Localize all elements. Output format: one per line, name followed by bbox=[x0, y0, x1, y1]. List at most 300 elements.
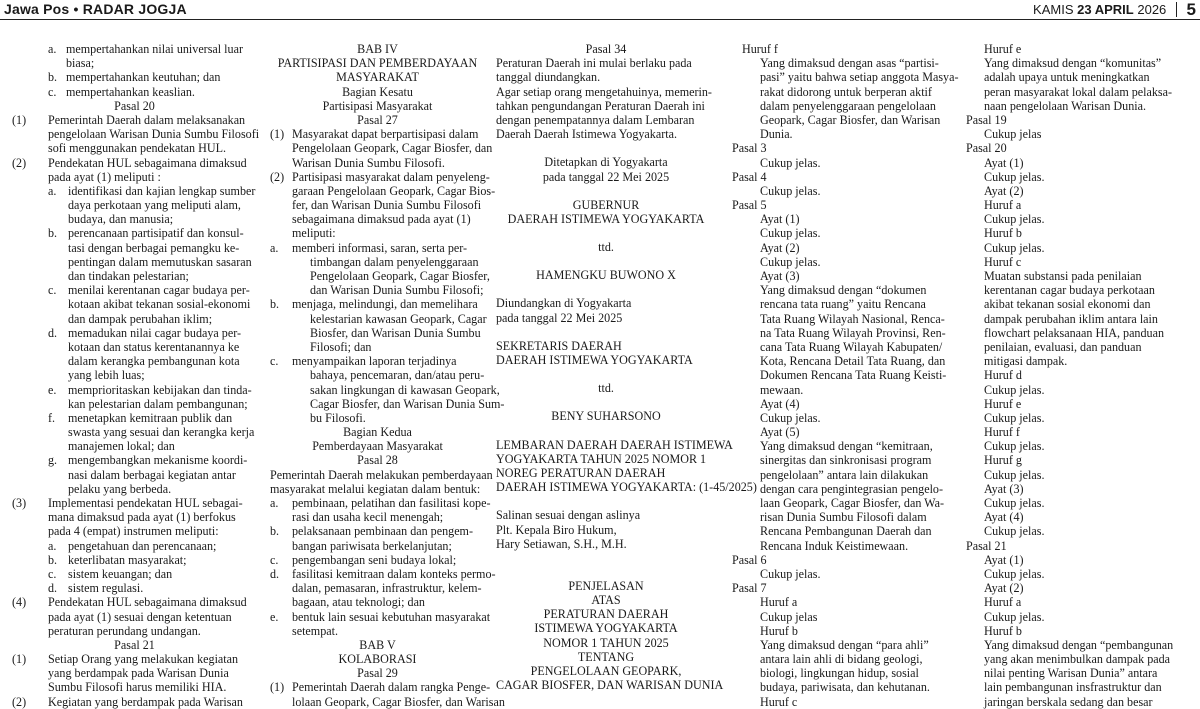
section-heading bbox=[270, 85, 485, 99]
line-text: dampak perubahan iklim antara lain bbox=[984, 311, 1158, 326]
text-line bbox=[966, 283, 1190, 297]
spacer bbox=[496, 395, 716, 409]
publication-name: Jawa Pos • RADAR JOGJA bbox=[4, 1, 187, 17]
text-line bbox=[270, 269, 490, 283]
spacer bbox=[496, 565, 716, 579]
text-line bbox=[732, 383, 954, 397]
text-line bbox=[966, 680, 1190, 694]
text-line bbox=[732, 680, 954, 694]
line-text: Cukup jelas. bbox=[984, 609, 1045, 624]
text-line bbox=[732, 297, 954, 311]
line-text: Huruf e bbox=[984, 396, 1022, 411]
text-line bbox=[12, 113, 257, 127]
text-line bbox=[270, 680, 491, 695]
line-text: Pemerintah Daerah dalam melaksanakan bbox=[48, 112, 246, 127]
line-text: meliputi: bbox=[292, 226, 336, 241]
line-text: fer, dan Warisan Dunia Sumbu Filosofi bbox=[292, 198, 482, 213]
section-heading bbox=[496, 240, 716, 254]
text-line bbox=[732, 439, 954, 453]
line-text: ttd. bbox=[598, 381, 614, 396]
list-marker: b. bbox=[270, 297, 280, 312]
list-marker: g. bbox=[48, 453, 58, 468]
text-line bbox=[270, 524, 485, 538]
text-line bbox=[966, 368, 1190, 382]
text-line bbox=[12, 624, 257, 638]
text-line bbox=[12, 127, 260, 142]
line-text: Ayat (1) bbox=[984, 155, 1024, 170]
text-line bbox=[270, 141, 493, 156]
line-text: timbangan dalam penyelenggaraan bbox=[310, 254, 479, 269]
line-text: sistem keuangan; dan bbox=[68, 566, 173, 581]
text-line bbox=[966, 312, 1190, 326]
line-text: Pendekatan HUL sebagaimana dimaksud bbox=[48, 595, 247, 610]
text-line bbox=[496, 523, 716, 537]
section-heading bbox=[270, 56, 485, 70]
text-line bbox=[732, 652, 954, 666]
list-marker: c. bbox=[270, 354, 279, 369]
text-line bbox=[732, 368, 954, 382]
section-heading bbox=[270, 99, 485, 113]
line-text: Ayat (1) bbox=[984, 552, 1024, 567]
text-line bbox=[732, 70, 959, 85]
text-line bbox=[496, 70, 716, 84]
line-text: Filosofi; dan bbox=[310, 339, 372, 354]
line-text: Huruf e bbox=[984, 42, 1022, 56]
section-heading bbox=[496, 409, 716, 423]
line-text: sebagaimana dimaksud pada ayat (1) bbox=[292, 212, 471, 227]
list-marker: (2) bbox=[12, 155, 27, 170]
text-line bbox=[270, 467, 493, 482]
line-text: Huruf c bbox=[760, 694, 798, 709]
line-text: Cukup jelas. bbox=[984, 212, 1045, 227]
text-line bbox=[732, 141, 954, 155]
list-marker: c. bbox=[48, 84, 57, 99]
line-text: Pengelolaan Geopark, Cagar Biosfer, bbox=[310, 269, 490, 283]
section-heading bbox=[270, 425, 485, 439]
line-text: budaya, pariwisata, dan kehutanan. bbox=[760, 680, 930, 695]
line-text: Yang dimaksud dengan “para ahli” bbox=[760, 637, 929, 652]
page-number: 5 bbox=[1186, 0, 1196, 19]
spacer bbox=[496, 184, 716, 198]
text-line bbox=[12, 70, 257, 84]
line-text: perencanaan partisipatif dan konsul- bbox=[68, 226, 244, 241]
text-column-2 bbox=[270, 42, 505, 709]
line-text: jaringan berskala sedang dan besar bbox=[984, 694, 1153, 709]
text-line bbox=[270, 694, 505, 709]
line-text: Diundangkan di Yogyakarta bbox=[496, 296, 632, 311]
line-text: Cukup jelas bbox=[984, 127, 1042, 142]
text-line bbox=[732, 695, 954, 709]
line-text: Pasal 6 bbox=[732, 552, 767, 567]
list-marker: (3) bbox=[12, 496, 27, 510]
line-text: Ayat (2) bbox=[984, 581, 1024, 596]
text-line bbox=[12, 567, 257, 581]
line-text: Pemerintah Daerah dalam rangka Penge- bbox=[292, 680, 491, 695]
line-text: Salinan sesuai dengan aslinya bbox=[496, 508, 641, 523]
text-line bbox=[12, 539, 257, 553]
line-text: biologi, lingkungan hidup, sosial bbox=[760, 666, 919, 681]
line-text: DAERAH ISTIMEWA YOGYAKARTA bbox=[496, 353, 693, 367]
line-text: pengembangan seni budaya lokal; bbox=[292, 552, 457, 567]
line-text: PARTISIPASI DAN PEMBERDAYAAN bbox=[277, 56, 478, 71]
line-text: menyampaikan laporan terjadinya bbox=[292, 354, 457, 369]
line-text: mitigasi dampak. bbox=[984, 354, 1068, 369]
text-line bbox=[270, 624, 485, 638]
line-text: Cukup jelas. bbox=[984, 467, 1045, 482]
text-line bbox=[966, 482, 1190, 496]
section-heading bbox=[496, 381, 716, 395]
line-text: pengelolaan Warisan Dunia Sumbu Filosofi bbox=[48, 127, 260, 142]
line-text: keterlibatan masyarakat; bbox=[68, 552, 187, 567]
section-heading bbox=[496, 42, 716, 56]
line-text: lolaan Geopark, Cagar Biosfer, dan Warisan bbox=[292, 694, 505, 709]
text-line bbox=[732, 184, 954, 198]
line-text: Cukup jelas. bbox=[760, 183, 821, 198]
section-heading bbox=[496, 155, 716, 169]
line-text: memprioritaskan kebijakan dan tinda- bbox=[68, 382, 252, 397]
list-marker: c. bbox=[270, 552, 279, 567]
text-line bbox=[966, 524, 1190, 538]
text-line bbox=[12, 524, 257, 538]
line-text: Ayat (5) bbox=[760, 425, 800, 440]
text-line bbox=[966, 652, 1190, 666]
text-line bbox=[270, 283, 485, 297]
line-text: Huruf b bbox=[760, 623, 798, 638]
text-line bbox=[12, 581, 257, 595]
line-text: rakat didorong untuk berperan aktif bbox=[760, 84, 932, 99]
list-marker: b. bbox=[270, 524, 280, 539]
line-text: pasi” yaitu bahwa setiap anggota Masya- bbox=[760, 70, 959, 85]
line-text: penilaian, evaluasi, dan panduan bbox=[984, 339, 1142, 354]
text-line bbox=[732, 411, 954, 425]
line-text: Kegiatan yang berdampak pada Warisan bbox=[48, 694, 243, 709]
line-text: Yang dimaksud dengan “kemitraan, bbox=[760, 439, 933, 454]
section-heading bbox=[496, 650, 716, 664]
list-marker: (4) bbox=[12, 595, 27, 610]
line-text: Rencana Induk Keistimewaan. bbox=[760, 538, 909, 553]
line-text: Huruf b bbox=[984, 226, 1022, 241]
text-line bbox=[270, 354, 485, 368]
line-text: Kota, Rencana Detail Tata Ruang, dan bbox=[760, 354, 946, 369]
line-text: dalan, pemasaran, infrastruktur, kelem- bbox=[292, 581, 482, 596]
text-line bbox=[732, 241, 954, 255]
line-text: mana dimaksud pada ayat (1) berfokus bbox=[48, 510, 236, 525]
text-line bbox=[966, 567, 1190, 581]
text-line bbox=[966, 595, 1190, 609]
section-heading bbox=[496, 593, 716, 607]
text-line bbox=[270, 326, 485, 340]
line-text: Ayat (3) bbox=[760, 269, 800, 283]
spacer bbox=[496, 367, 716, 381]
line-text: Huruf f bbox=[984, 425, 1020, 440]
section-heading bbox=[496, 198, 716, 212]
line-text: bu Filosofi. bbox=[310, 410, 366, 425]
line-text: Pasal 3 bbox=[732, 141, 767, 156]
text-line bbox=[270, 482, 485, 496]
line-text: Cukup jelas. bbox=[984, 496, 1045, 510]
list-marker: (1) bbox=[270, 680, 285, 695]
line-text: naan pengelolaan Warisan Dunia. bbox=[984, 98, 1147, 113]
section-heading bbox=[496, 636, 716, 650]
line-text: Pendekatan HUL sebagaimana dimaksud bbox=[48, 155, 247, 170]
line-text: Cukup jelas. bbox=[760, 226, 821, 241]
text-line bbox=[732, 99, 954, 113]
line-text: Warisan Dunia Sumbu Filosofi. bbox=[292, 155, 445, 170]
line-text: BAB V bbox=[359, 637, 396, 652]
line-text: TENTANG bbox=[577, 649, 635, 664]
text-line bbox=[270, 212, 485, 226]
list-marker: a. bbox=[270, 240, 279, 255]
text-line bbox=[12, 553, 257, 567]
section-heading bbox=[270, 638, 485, 652]
text-line bbox=[12, 610, 257, 624]
line-text: Yang dimaksud dengan “pembangunan bbox=[984, 637, 1174, 652]
masthead-divider bbox=[1176, 2, 1177, 17]
text-line bbox=[496, 339, 716, 353]
text-line bbox=[12, 397, 257, 411]
text-line bbox=[966, 42, 1190, 56]
line-text: DAERAH ISTIMEWA YOGYAKARTA: (1-45/2025) bbox=[496, 480, 757, 495]
line-text: PERATURAN DAERAH bbox=[543, 607, 669, 622]
list-marker: e. bbox=[270, 609, 279, 624]
line-text: mempertahankan nilai universal luar bbox=[66, 42, 243, 56]
line-text: Cukup jelas. bbox=[760, 155, 821, 170]
text-line bbox=[270, 396, 505, 411]
text-line bbox=[12, 340, 257, 354]
line-text: bagaan, atau teknologi; dan bbox=[292, 595, 425, 610]
line-text: SEKRETARIS DAERAH bbox=[496, 338, 622, 353]
text-line bbox=[12, 439, 257, 453]
line-text: pada tanggal 22 Mei 2025 bbox=[542, 169, 670, 184]
text-line bbox=[732, 610, 954, 624]
text-line bbox=[12, 680, 257, 694]
line-text: Ayat (2) bbox=[760, 240, 800, 255]
line-text: garaan Pengelolaan Geopark, Cagar Bios- bbox=[292, 183, 496, 198]
line-text: Daerah Daerah Istimewa Yogyakarta. bbox=[496, 127, 677, 142]
list-marker: d. bbox=[48, 581, 58, 596]
spacer bbox=[496, 254, 716, 268]
section-heading bbox=[270, 652, 485, 666]
text-line bbox=[732, 283, 954, 297]
text-line bbox=[270, 510, 485, 524]
list-marker: c. bbox=[48, 566, 57, 581]
text-line bbox=[12, 255, 257, 269]
line-text: Setiap Orang yang melakukan kegiatan bbox=[48, 652, 239, 667]
line-text: pentingan dalam memutuskan sasaran bbox=[68, 254, 252, 269]
line-text: Cukup jelas. bbox=[760, 254, 821, 269]
line-text: masyarakat melalui kegiatan dalam bentuk: bbox=[270, 481, 481, 496]
line-text: Huruf f bbox=[742, 42, 778, 56]
line-text: dan Warisan Dunia Sumbu Filosofi; bbox=[310, 283, 484, 298]
list-marker: b. bbox=[48, 70, 58, 85]
line-text: laan Geopark, Cagar Biosfer, dan Wa- bbox=[760, 496, 945, 510]
line-text: Pasal 4 bbox=[732, 169, 767, 184]
line-text: peraturan perundang undangan. bbox=[48, 623, 201, 638]
line-text: BENY SUHARSONO bbox=[551, 409, 661, 424]
line-text: Ayat (4) bbox=[984, 510, 1024, 525]
line-text: sistem regulasi. bbox=[68, 581, 144, 596]
text-line bbox=[966, 127, 1190, 141]
line-text: yang berdampak pada Warisan Dunia bbox=[48, 666, 229, 681]
line-text: Cukup jelas bbox=[760, 609, 818, 624]
line-text: Pasal 29 bbox=[357, 666, 398, 681]
line-text: GUBERNUR bbox=[572, 197, 640, 212]
line-text: lain pembangunan insfrastruktur dan bbox=[984, 680, 1162, 695]
line-text: pada ayat (1) meliputi : bbox=[48, 169, 161, 184]
text-line bbox=[732, 581, 954, 595]
section-heading bbox=[496, 268, 716, 282]
text-line bbox=[732, 113, 954, 127]
text-line bbox=[732, 354, 954, 368]
line-text: sofi menggunakan pendekatan HUL. bbox=[48, 141, 226, 156]
line-text: daya perkotaan yang meliputi alam, bbox=[68, 198, 241, 213]
text-line bbox=[966, 581, 1190, 595]
line-text: Huruf a bbox=[760, 595, 798, 610]
line-text: pengetahuan dan perencanaan; bbox=[68, 538, 217, 553]
line-text: pelaku yang berbeda. bbox=[68, 481, 172, 496]
text-line bbox=[732, 468, 954, 482]
text-line bbox=[496, 296, 716, 310]
line-text: pada ayat (1) sesuai dengan ketentuan bbox=[48, 609, 232, 624]
line-text: Peraturan Daerah ini mulai berlaku pada bbox=[496, 56, 692, 71]
list-marker: e. bbox=[48, 382, 57, 397]
text-line bbox=[270, 553, 485, 567]
text-line bbox=[270, 183, 496, 198]
line-text: Pasal 21 bbox=[966, 538, 1007, 553]
section-heading bbox=[270, 666, 485, 680]
section-heading bbox=[12, 638, 257, 652]
line-text: flowchart pelaksanaan HIA, panduan bbox=[984, 325, 1164, 340]
text-line bbox=[12, 312, 257, 326]
text-line bbox=[496, 537, 716, 551]
line-text: Bagian Kesatu bbox=[342, 84, 413, 99]
text-line bbox=[496, 353, 716, 367]
list-marker: b. bbox=[48, 552, 58, 567]
line-text: risan Dunia Sumbu Filosofi dalam bbox=[760, 510, 927, 525]
text-line bbox=[496, 99, 716, 113]
line-text: Partisipasi masyarakat dalam penyeleng- bbox=[292, 169, 490, 184]
line-text: mempertahankan keutuhan; dan bbox=[66, 70, 221, 85]
line-text: ttd. bbox=[598, 240, 614, 255]
line-text: menjaga, melindungi, dan memelihara bbox=[292, 297, 478, 312]
section-heading bbox=[270, 70, 485, 84]
text-line bbox=[732, 624, 954, 638]
text-line bbox=[966, 411, 1190, 425]
line-text: Yang dimaksud dengan asas “partisi- bbox=[760, 56, 939, 71]
text-line bbox=[270, 226, 485, 240]
line-text: KOLABORASI bbox=[338, 652, 417, 667]
text-line bbox=[732, 638, 954, 652]
line-text: Pasal 5 bbox=[732, 198, 767, 213]
text-line bbox=[966, 340, 1190, 354]
text-line bbox=[732, 212, 954, 226]
text-line bbox=[270, 382, 500, 397]
line-text: manajemen lokal; dan bbox=[68, 439, 175, 454]
section-heading bbox=[496, 678, 724, 693]
line-text: Pasal 27 bbox=[357, 112, 398, 127]
text-line bbox=[12, 170, 257, 184]
line-text: tanggal diundangkan. bbox=[496, 70, 601, 85]
text-line bbox=[966, 695, 1190, 709]
section-heading bbox=[496, 212, 716, 226]
line-text: Partisipasi Masyarakat bbox=[322, 98, 433, 113]
text-line bbox=[270, 241, 485, 255]
line-text: Huruf d bbox=[984, 368, 1022, 383]
line-text: peran masyarakat lokal dalam pelaksa- bbox=[984, 84, 1173, 99]
line-text: fasilitasi kemitraan dalam konteks permo- bbox=[292, 566, 496, 581]
text-column-1 bbox=[12, 42, 260, 709]
text-line bbox=[270, 297, 485, 311]
line-text: bahaya, pencemaran, dan/atau peru- bbox=[310, 368, 485, 383]
text-line bbox=[496, 437, 733, 452]
line-text: Hary Setiawan, S.H., M.H. bbox=[496, 536, 627, 551]
line-text: dalam kerangka pembangunan kota bbox=[68, 354, 240, 369]
line-text: Cukup jelas. bbox=[984, 439, 1045, 454]
text-line bbox=[966, 638, 1190, 652]
line-text: Pemerintah Daerah melakukan pemberdayaan bbox=[270, 467, 493, 482]
text-column-4 bbox=[732, 42, 959, 709]
text-line bbox=[732, 170, 954, 184]
text-line bbox=[966, 184, 1190, 198]
masthead bbox=[0, 0, 1200, 20]
text-line bbox=[732, 198, 954, 212]
list-marker: d. bbox=[48, 325, 58, 340]
line-text: memadukan nilai cagar budaya per- bbox=[68, 325, 242, 340]
text-line bbox=[12, 212, 257, 226]
line-text: cana Tata Ruang Wilayah Kabupaten/ bbox=[760, 339, 943, 354]
line-text: Ayat (2) bbox=[984, 183, 1024, 198]
text-line bbox=[12, 226, 257, 240]
text-line bbox=[732, 156, 954, 170]
text-line bbox=[496, 56, 716, 70]
line-text: Ayat (3) bbox=[984, 481, 1024, 496]
text-column-5 bbox=[966, 42, 1190, 709]
line-text: Pemberdayaan Masyarakat bbox=[312, 439, 443, 454]
text-line bbox=[732, 453, 954, 467]
line-text: yang lebih luas; bbox=[68, 368, 145, 383]
line-text: Cukup jelas. bbox=[984, 240, 1045, 255]
line-text: antara lain ahli di bidang geologi, bbox=[760, 652, 923, 667]
issue-date bbox=[1033, 0, 1196, 20]
text-line bbox=[12, 695, 257, 709]
text-line bbox=[12, 652, 257, 666]
text-line bbox=[732, 312, 954, 326]
text-line bbox=[732, 226, 954, 240]
line-text: Dokumen Rencana Tata Ruang Keisti- bbox=[760, 368, 947, 383]
text-line bbox=[12, 510, 257, 524]
text-line bbox=[270, 496, 491, 510]
list-marker: (1) bbox=[12, 112, 27, 127]
line-text: kelestarian kawasan Geopark, Cagar bbox=[310, 311, 487, 326]
section-heading bbox=[270, 453, 485, 467]
line-text: Agar setiap orang mengetahuinya, memerin- bbox=[496, 84, 712, 99]
line-text: Yang dimaksud dengan “komunitas” bbox=[984, 56, 1162, 71]
list-marker: (2) bbox=[12, 694, 27, 709]
text-line bbox=[966, 226, 1190, 240]
line-text: Yang dimaksud dengan “dokumen bbox=[760, 283, 927, 298]
text-line bbox=[966, 510, 1190, 524]
text-line bbox=[966, 241, 1190, 255]
list-marker: d. bbox=[270, 566, 280, 581]
line-text: ISTIMEWA YOGYAKARTA bbox=[534, 621, 678, 636]
text-line bbox=[966, 255, 1190, 269]
section-heading bbox=[496, 170, 716, 184]
list-marker: a. bbox=[48, 538, 57, 553]
section-heading bbox=[270, 113, 485, 127]
spacer bbox=[496, 141, 716, 155]
line-text: mempertahankan keaslian. bbox=[66, 84, 195, 99]
text-line bbox=[270, 255, 485, 269]
